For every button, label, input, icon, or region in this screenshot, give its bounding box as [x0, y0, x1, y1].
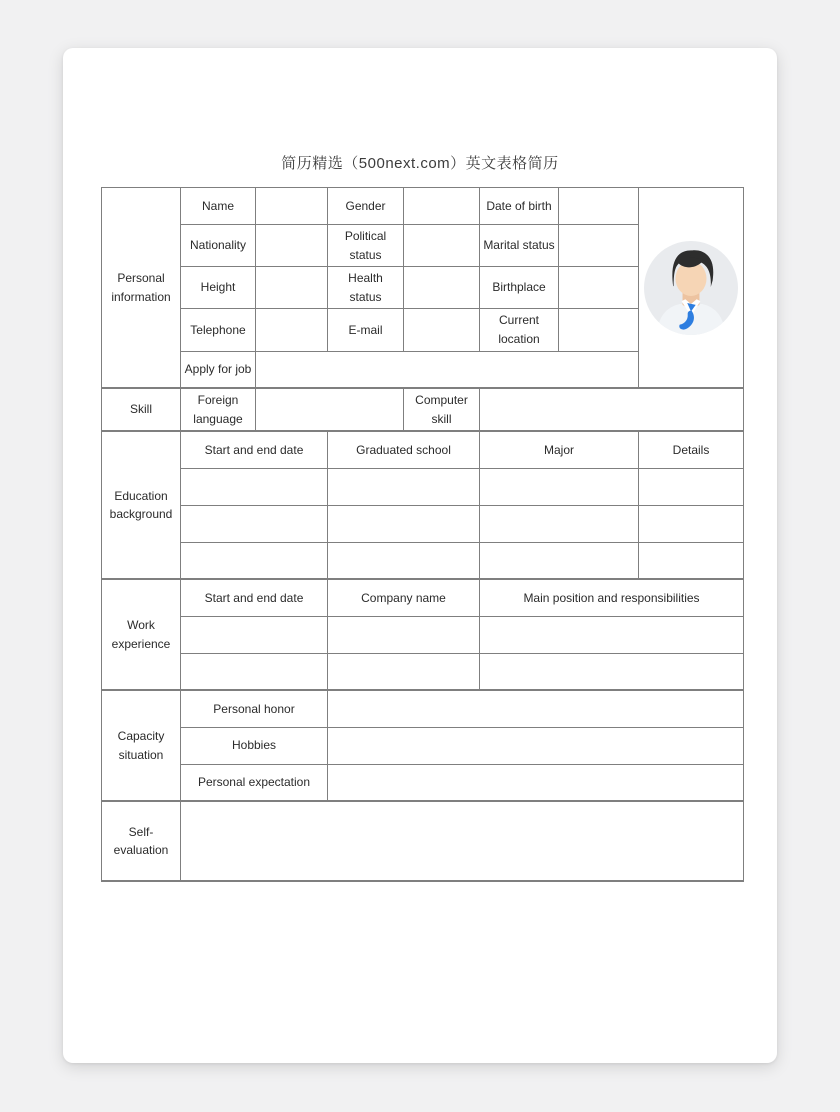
education-header-start-end-date: Start and end date: [181, 431, 328, 468]
label-hobbies: Hobbies: [181, 727, 328, 764]
self-evaluation-value-cell[interactable]: [181, 801, 744, 881]
personal-row-1: [102, 188, 744, 225]
self-evaluation-row: [102, 801, 744, 881]
section-label-skill: Skill: [102, 388, 181, 431]
label-apply-for-job: Apply for job: [181, 351, 256, 388]
education-school-cell[interactable]: [328, 542, 480, 579]
label-nationality: Nationality: [181, 225, 256, 267]
work-position-cell[interactable]: [480, 653, 744, 690]
education-empty-row-2: [102, 505, 744, 542]
telephone-value-cell[interactable]: [256, 309, 328, 351]
education-major-cell[interactable]: [480, 468, 639, 505]
education-date-cell[interactable]: [181, 542, 328, 579]
computer-skill-value-cell[interactable]: [480, 388, 744, 431]
work-header-main-position: Main position and responsibilities: [480, 579, 744, 616]
work-company-cell[interactable]: [328, 616, 480, 653]
capacity-row-3: [102, 764, 744, 801]
education-details-cell[interactable]: [639, 505, 744, 542]
date-of-birth-value-cell[interactable]: [559, 188, 639, 225]
skill-row: [102, 388, 744, 431]
height-value-cell[interactable]: [256, 267, 328, 309]
resume-table: [101, 187, 744, 882]
education-school-cell[interactable]: [328, 505, 480, 542]
name-value-cell[interactable]: [256, 188, 328, 225]
section-label-education-background: Education background: [102, 431, 181, 579]
political-status-value-cell[interactable]: [404, 225, 480, 267]
education-details-cell[interactable]: [639, 542, 744, 579]
email-value-cell[interactable]: [404, 309, 480, 351]
work-empty-row-2: [102, 653, 744, 690]
work-header-row: [102, 579, 744, 616]
education-empty-row-1: [102, 468, 744, 505]
education-header-details: Details: [639, 431, 744, 468]
hobbies-value-cell[interactable]: [328, 727, 744, 764]
gender-value-cell[interactable]: [404, 188, 480, 225]
education-details-cell[interactable]: [639, 468, 744, 505]
label-name: Name: [181, 188, 256, 225]
section-label-self-evaluation: Self-evaluation: [102, 801, 181, 881]
foreign-language-value-cell[interactable]: [256, 388, 404, 431]
male-avatar-icon: [644, 241, 738, 335]
label-height: Height: [181, 267, 256, 309]
capacity-row-1: [102, 690, 744, 727]
birthplace-value-cell[interactable]: [559, 267, 639, 309]
resume-page: [63, 48, 777, 1063]
label-current-location: Current location: [480, 309, 559, 351]
label-date-of-birth: Date of birth: [480, 188, 559, 225]
work-date-cell[interactable]: [181, 653, 328, 690]
education-major-cell[interactable]: [480, 542, 639, 579]
section-label-work-experience: Work experience: [102, 579, 181, 690]
work-position-cell[interactable]: [480, 616, 744, 653]
page-title: 简历精选（500next.com）英文表格简历: [281, 155, 559, 172]
marital-status-value-cell[interactable]: [559, 225, 639, 267]
personal-expectation-value-cell[interactable]: [328, 764, 744, 801]
education-header-major: Major: [480, 431, 639, 468]
nationality-value-cell[interactable]: [256, 225, 328, 267]
capacity-row-2: [102, 727, 744, 764]
education-header-row: [102, 431, 744, 468]
work-date-cell[interactable]: [181, 616, 328, 653]
label-personal-expectation: Personal expectation: [181, 764, 328, 801]
work-header-start-end-date: Start and end date: [181, 579, 328, 616]
avatar: [642, 241, 740, 335]
work-company-cell[interactable]: [328, 653, 480, 690]
education-date-cell[interactable]: [181, 505, 328, 542]
education-header-graduated-school: Graduated school: [328, 431, 480, 468]
personal-honor-value-cell[interactable]: [328, 690, 744, 727]
label-birthplace: Birthplace: [480, 267, 559, 309]
label-political-status: Political status: [328, 225, 404, 267]
work-header-company-name: Company name: [328, 579, 480, 616]
label-personal-honor: Personal honor: [181, 690, 328, 727]
label-health-status: Health status: [328, 267, 404, 309]
work-empty-row-1: [102, 616, 744, 653]
current-location-value-cell[interactable]: [559, 309, 639, 351]
section-label-personal-information: Personal information: [102, 188, 181, 389]
label-computer-skill: Computer skill: [404, 388, 480, 431]
education-school-cell[interactable]: [328, 468, 480, 505]
label-marital-status: Marital status: [480, 225, 559, 267]
label-foreign-language: Foreign language: [181, 388, 256, 431]
label-email: E-mail: [328, 309, 404, 351]
label-telephone: Telephone: [181, 309, 256, 351]
section-label-capacity-situation: Capacity situation: [102, 690, 181, 801]
photo-cell: [639, 188, 744, 389]
label-gender: Gender: [328, 188, 404, 225]
education-date-cell[interactable]: [181, 468, 328, 505]
education-empty-row-3: [102, 542, 744, 579]
education-major-cell[interactable]: [480, 505, 639, 542]
health-status-value-cell[interactable]: [404, 267, 480, 309]
apply-for-job-value-cell[interactable]: [256, 351, 639, 388]
